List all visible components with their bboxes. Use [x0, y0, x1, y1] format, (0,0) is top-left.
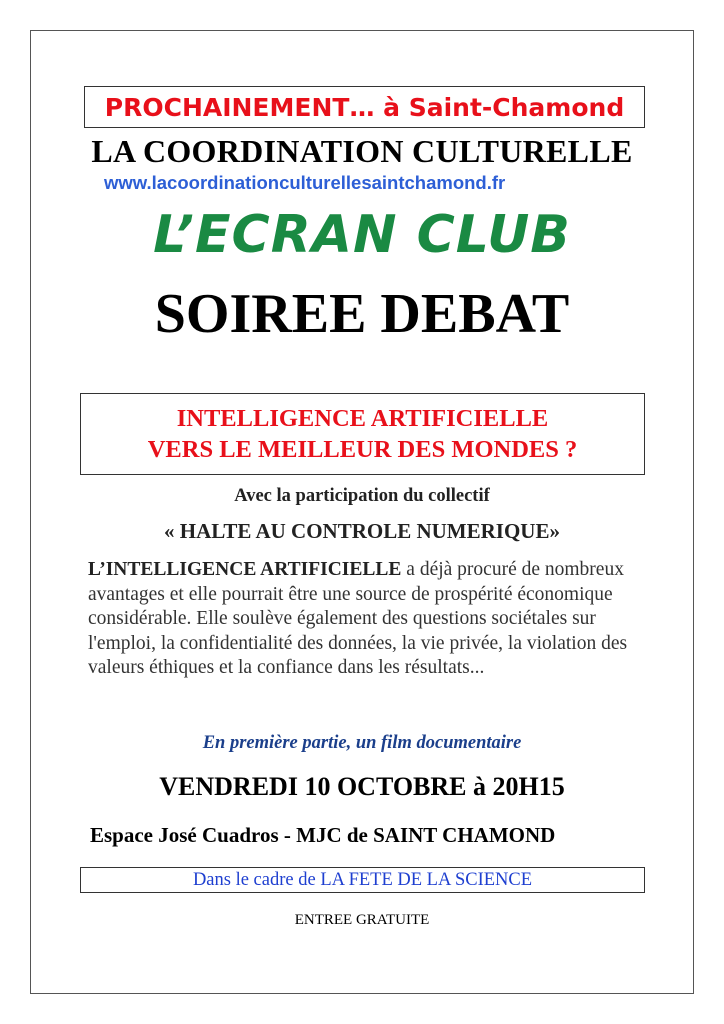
description-lead: L’INTELLIGENCE ARTIFICIELLE: [88, 559, 402, 580]
context-text: Dans le cadre de LA FETE DE LA SCIENCE: [192, 869, 533, 890]
event-title-line2: VERS LE MEILLEUR DES MONDES ?: [147, 436, 578, 463]
organisation-name: LA COORDINATION CULTURELLE: [91, 133, 633, 169]
club-name: L’ECRAN CLUB: [153, 205, 571, 265]
description-paragraph: [88, 558, 648, 681]
event-title-line1: INTELLIGENCE ARTIFICIELLE: [176, 405, 549, 432]
event-venue: Espace José Cuadros - MJC de SAINT CHAMOND: [90, 823, 556, 847]
entry-note: ENTREE GRATUITE: [294, 912, 430, 928]
event-title-box: [80, 393, 645, 475]
announcement-box: [84, 86, 645, 128]
collectif-name: « HALTE AU CONTROLE NUMERIQUE»: [164, 519, 560, 543]
website-link[interactable]: www.lacoordinationculturellesaintchamond.fr: [104, 172, 506, 193]
announcement-text: PROCHAINEMENT… à Saint-Chamond: [104, 92, 625, 122]
description-body: a déjà procuré de nombreux avantages et elle pourrait être une source de prospérité économique considérable. Elle soulève également des questions sociétales sur l'emploi, la confidentialité des données, la vie privée, la violation des valeurs éthiques et la confiance dans les résultats...: [88, 559, 628, 678]
film-note: En première partie, un film documentaire: [202, 733, 522, 753]
context-box: [80, 867, 645, 893]
event-type: SOIREE DEBAT: [154, 283, 570, 345]
event-date: VENDREDI 10 OCTOBRE à 20H15: [159, 772, 565, 801]
participation-text: Avec la participation du collectif: [234, 486, 490, 506]
